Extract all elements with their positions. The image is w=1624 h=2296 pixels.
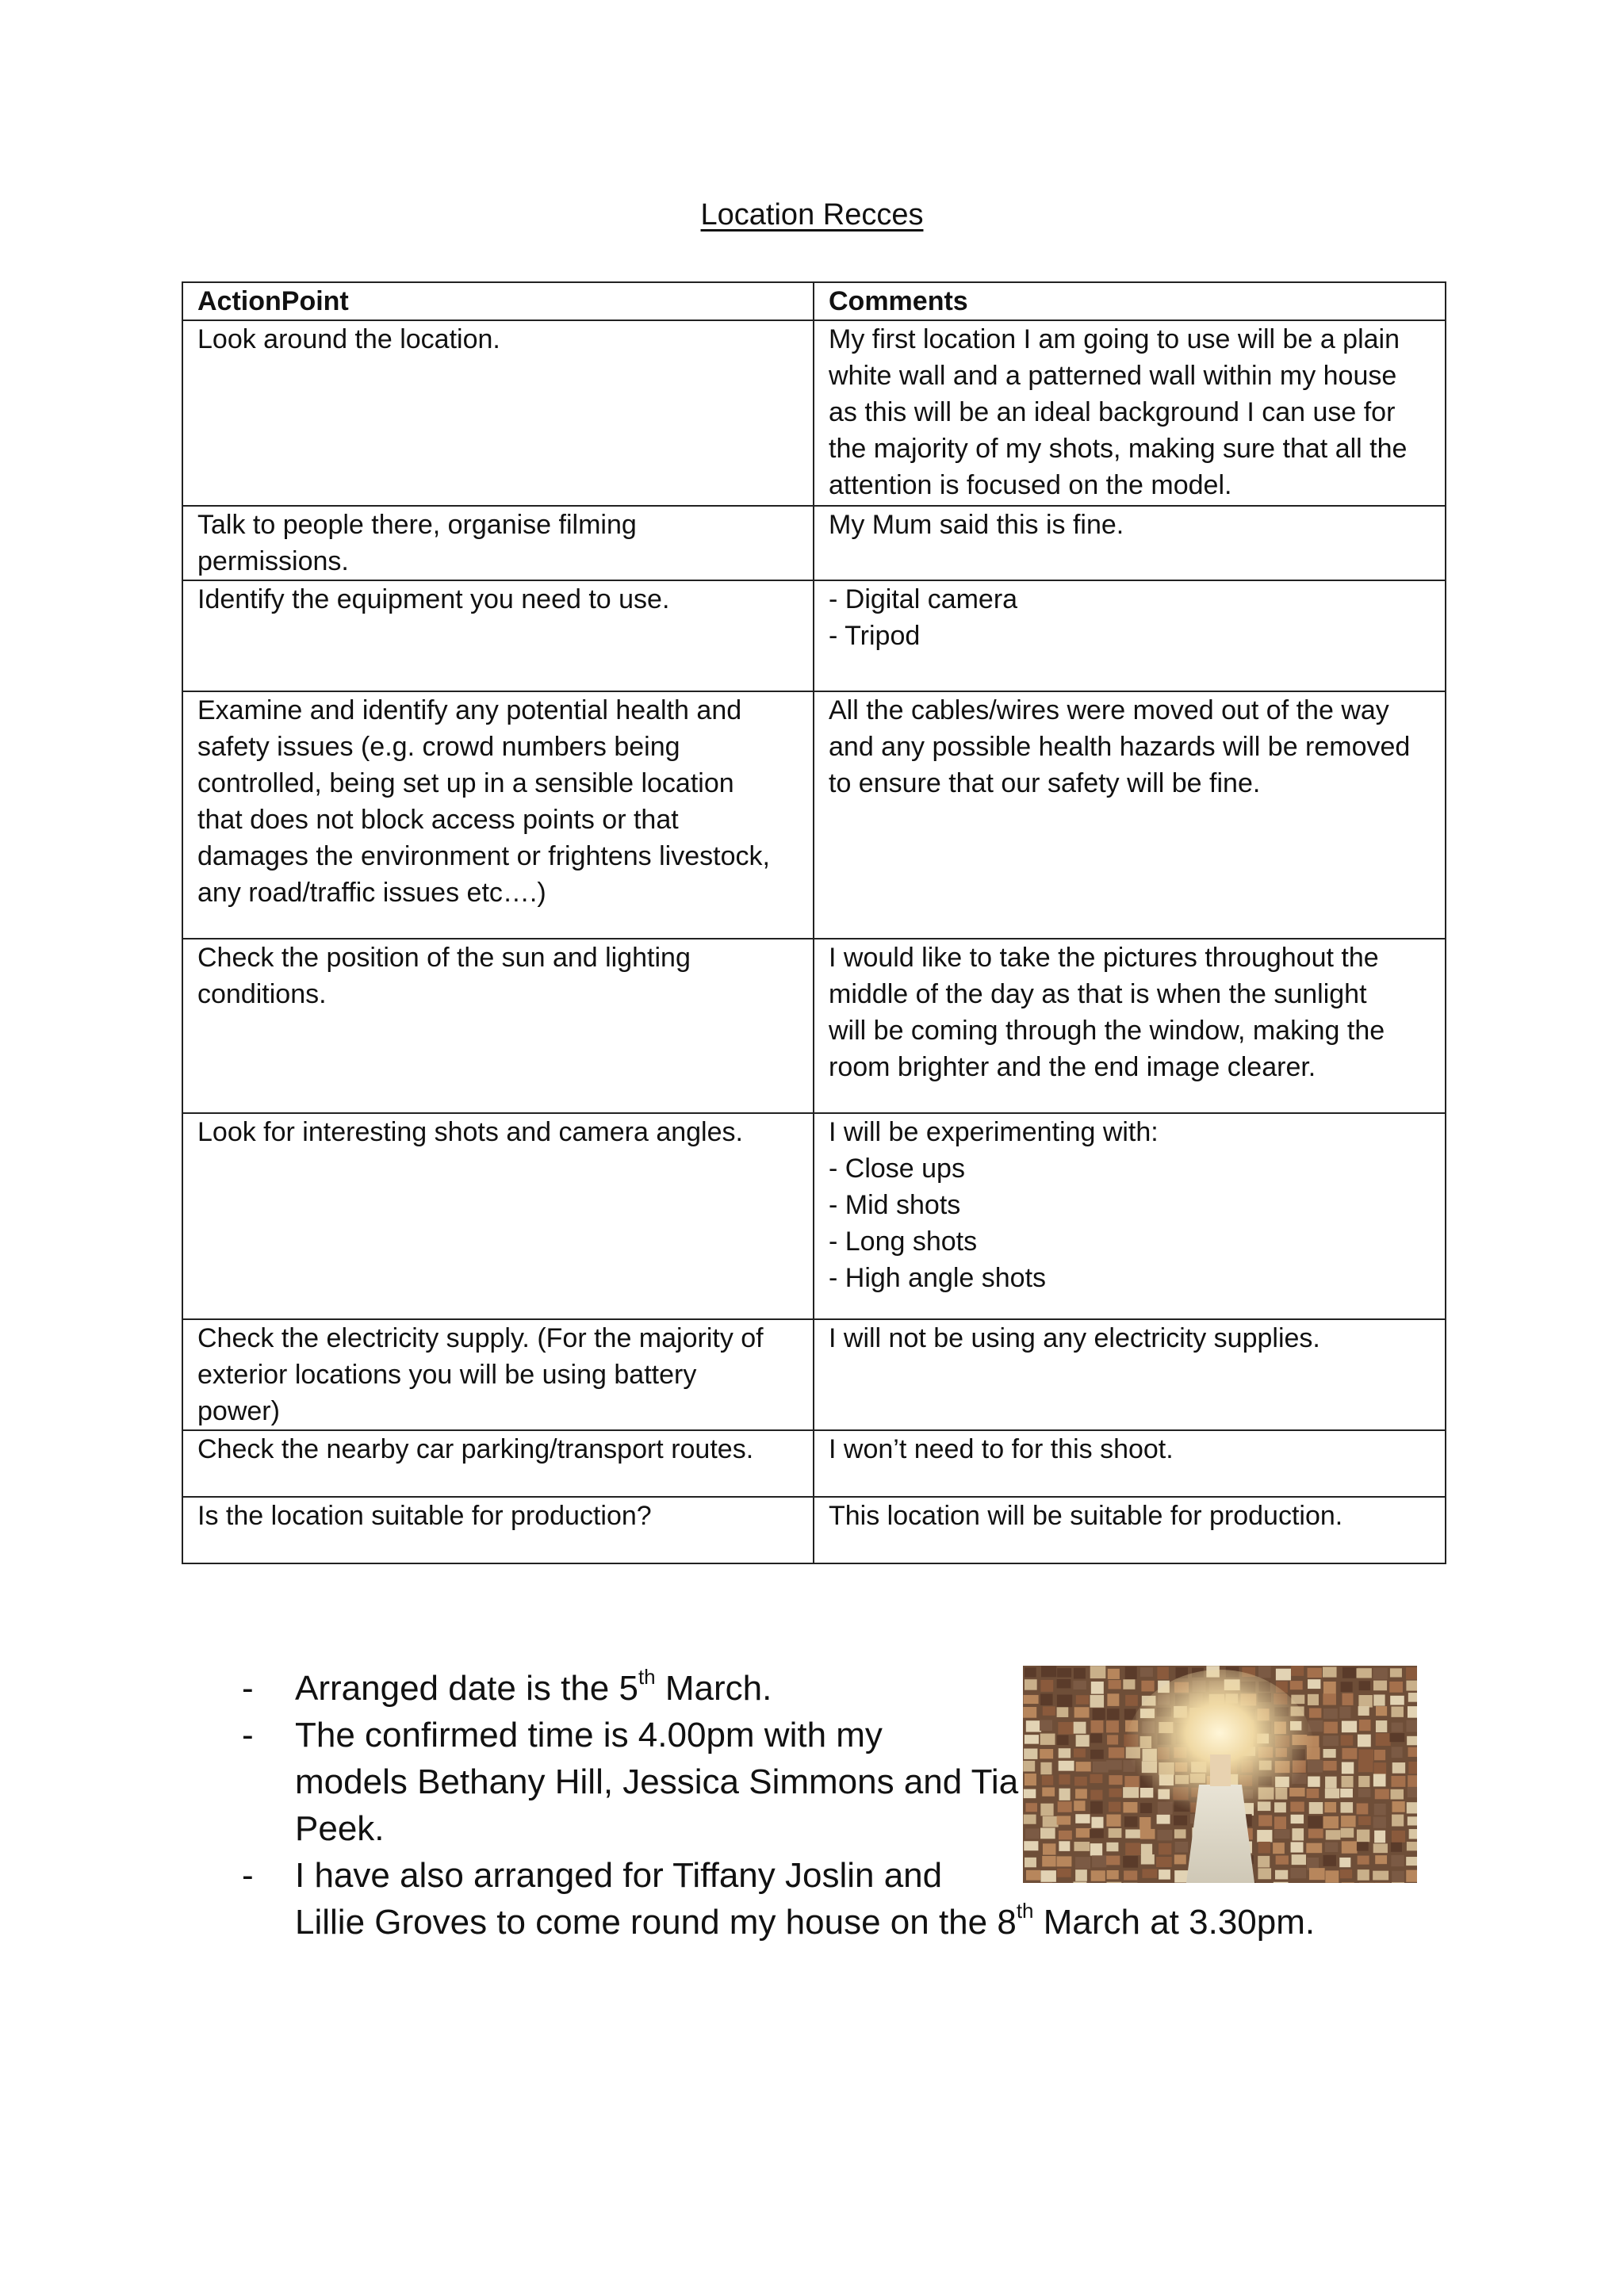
column-header-comments: Comments <box>814 282 1446 320</box>
action-cell <box>182 1430 814 1497</box>
ordinal-suffix: th <box>1016 1899 1034 1923</box>
comment-cell <box>814 1113 1446 1319</box>
comment-cell-line: and any possible health hazards will be removed <box>829 732 1411 762</box>
location-photo <box>1023 1666 1417 1883</box>
action-cell-line: permissions. <box>197 546 349 576</box>
note-session-line: I have also arranged for Tiffany Joslin and <box>295 1856 943 1895</box>
comment-cell-line: as this will be an ideal background I can use for <box>829 397 1396 427</box>
action-cell-line: Look for interesting shots and camera angles. <box>197 1117 743 1147</box>
comment-cell-line: I would like to take the pictures throughout the <box>829 943 1379 973</box>
action-cell <box>182 1113 814 1319</box>
comment-cell-line: - Close ups <box>829 1154 965 1184</box>
action-cell-line: Examine and identify any potential health and <box>197 695 742 725</box>
comment-cell-line: I will not be using any electricity supplies. <box>829 1323 1320 1353</box>
action-cell <box>182 691 814 939</box>
comment-cell <box>814 691 1446 939</box>
ordinal-suffix: th <box>638 1665 656 1689</box>
table-row <box>182 691 1446 939</box>
action-cell-line: Check the electricity supply. (For the majority of <box>197 1323 764 1353</box>
note-session-text: Lillie Groves to come round my house on the 8 <box>295 1903 1017 1942</box>
comment-cell <box>814 320 1446 506</box>
comment-cell-line: My first location I am going to use will be a plain <box>829 324 1400 354</box>
table-row <box>182 506 1446 580</box>
action-cell-line: any road/traffic issues etc….) <box>197 878 546 908</box>
list-dash: - <box>242 1669 254 1708</box>
action-cell-line: Check the position of the sun and lighting <box>197 943 691 973</box>
action-cell-line: conditions. <box>197 979 327 1009</box>
table-row <box>182 1319 1446 1430</box>
column-header-actionpoint: ActionPoint <box>182 282 814 320</box>
action-cell <box>182 580 814 691</box>
list-dash: - <box>242 1716 254 1755</box>
table-row <box>182 939 1446 1113</box>
comment-cell-line: I won’t need to for this shoot. <box>829 1434 1174 1464</box>
table-row <box>182 580 1446 691</box>
note-time-line: models Bethany Hill, Jessica Simmons and Tia <box>295 1762 1019 1801</box>
comment-cell <box>814 1430 1446 1497</box>
action-cell-line: exterior locations you will be using battery <box>197 1360 697 1390</box>
comment-cell-line: white wall and a patterned wall within my house <box>829 361 1397 391</box>
comment-cell-line: - Tripod <box>829 621 921 651</box>
comment-cell-line: room brighter and the end image clearer. <box>829 1052 1316 1082</box>
action-cell-line: Is the location suitable for production? <box>197 1501 652 1531</box>
action-cell-line: damages the environment or frightens livestock, <box>197 841 770 871</box>
comment-cell <box>814 1319 1446 1430</box>
comment-cell-line: - Long shots <box>829 1226 978 1257</box>
note-date-text-end: March. <box>655 1669 772 1708</box>
comment-cell-line: will be coming through the window, making the <box>829 1016 1385 1046</box>
action-cell-line: power) <box>197 1396 280 1426</box>
comment-cell-line: attention is focused on the model. <box>829 470 1232 500</box>
comment-cell <box>814 1497 1446 1563</box>
action-cell <box>182 506 814 580</box>
action-cell-line: that does not block access points or that <box>197 805 679 835</box>
note-time-line: Peek. <box>295 1809 385 1848</box>
comment-cell-line: - High angle shots <box>829 1263 1047 1293</box>
action-cell <box>182 939 814 1113</box>
comment-cell-line: to ensure that our safety will be fine. <box>829 768 1261 798</box>
note-date-text: Arranged date is the 5 <box>295 1669 638 1708</box>
table-row <box>182 320 1446 506</box>
comment-cell-line: the majority of my shots, making sure that all the <box>829 434 1408 464</box>
comment-cell-line: I will be experimenting with: <box>829 1117 1159 1147</box>
comment-cell-line: This location will be suitable for production. <box>829 1501 1343 1531</box>
comment-cell-line: My Mum said this is fine. <box>829 510 1124 540</box>
list-dash: - <box>242 1856 254 1895</box>
action-cell-line: Identify the equipment you need to use. <box>197 584 670 614</box>
comment-cell <box>814 506 1446 580</box>
comment-cell-line: middle of the day as that is when the sunlight <box>829 979 1367 1009</box>
table-header-row <box>182 282 1446 320</box>
table-row <box>182 1113 1446 1319</box>
comment-cell <box>814 939 1446 1113</box>
page-title: Location Recces <box>700 198 924 232</box>
action-cell <box>182 320 814 506</box>
comment-cell-line: - Mid shots <box>829 1190 961 1220</box>
note-session-text-end: March at 3.30pm. <box>1033 1903 1316 1942</box>
action-cell-line: Check the nearby car parking/transport routes. <box>197 1434 754 1464</box>
location-recce-table <box>182 281 1446 1564</box>
comment-cell-line: All the cables/wires were moved out of the way <box>829 695 1389 725</box>
note-session-line <box>295 1899 1392 1946</box>
table-row <box>182 1430 1446 1497</box>
table-row <box>182 1497 1446 1563</box>
note-time-line: The confirmed time is 4.00pm with my <box>295 1716 883 1755</box>
action-cell <box>182 1319 814 1430</box>
action-cell-line: safety issues (e.g. crowd numbers being <box>197 732 680 762</box>
comment-cell-line: - Digital camera <box>829 584 1018 614</box>
action-cell <box>182 1497 814 1563</box>
comment-cell <box>814 580 1446 691</box>
action-cell-line: Look around the location. <box>197 324 500 354</box>
action-cell-line: Talk to people there, organise filming <box>197 510 637 540</box>
action-cell-line: controlled, being set up in a sensible location <box>197 768 734 798</box>
